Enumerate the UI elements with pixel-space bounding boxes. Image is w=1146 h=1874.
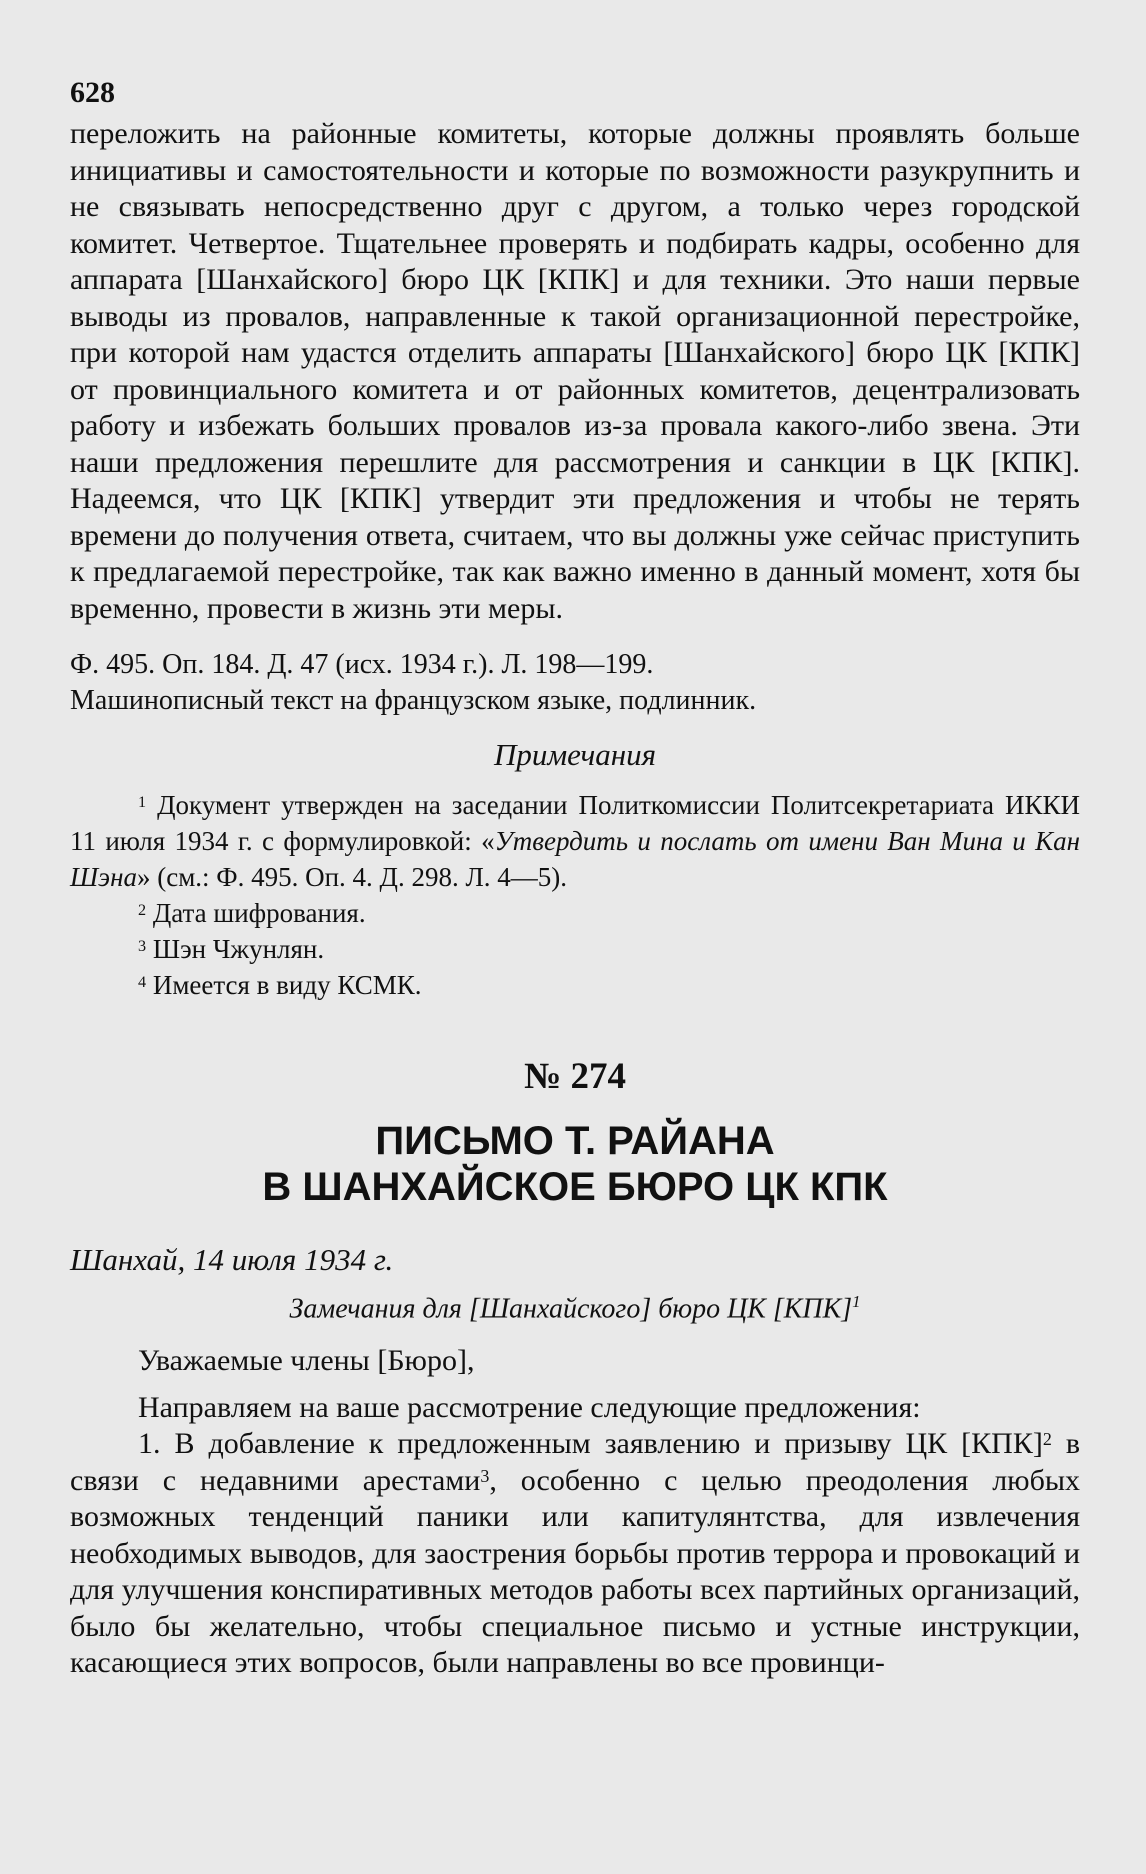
footnote-1-text-a: Документ утвержден на заседании Политкомиссии Политсекретариата ИККИ 11 июля 1934 г. с формулировкой: « [70,790,1080,856]
intro-line: Направляем на ваше рассмотрение следующие предложения: [138,1390,921,1424]
point-1-footnote-ref-2: 2 [1042,1429,1052,1450]
greeting: Уважаемые члены [Бюро], [138,1344,475,1378]
footnote-1 [70,787,1080,895]
footnote-3-number: 3 [138,936,147,955]
document-title [70,1118,1080,1210]
point-1-footnote-ref-3: 3 [480,1465,490,1486]
document-title-line-1: ПИСЬМО Т. РАЙАНА [375,1119,775,1163]
footnote-2-text: Дата шифрования. [146,898,366,928]
point-1-text-c: , особенно с целью преодоления любых возможных тенденций паники или капитулянтства, для извлечения необходимых выводов, для заострения борьбы против террора и провокаций и для улучшения конспиративных методов работы всех партийных организаций, было бы желательно, чтобы специальное письмо и устные инструкции, касающиеся этих вопросов, были направлены во все провинци- [70,1463,1081,1680]
place-date: Шанхай, 14 июля 1934 г. [70,1242,394,1277]
footnote-4 [70,967,1080,1003]
footnote-2 [70,895,1080,931]
document-title-line-2: В ШАНХАЙСКОЕ БЮРО ЦК КПК [262,1165,888,1209]
point-1-paragraph [70,1426,1080,1682]
page-number: 628 [70,76,115,109]
footnote-3-text: Шэн Чжунлян. [146,934,325,964]
paragraph-continuation: переложить на районные комитеты, которые должны проявлять больше инициативы и самостоятельности и которые по возможности разукрупнить и не связывать непосредственно друг с другом, а только через городской комитет. Четвертое. Тщательнее проверять и подбирать кадры, особенно для аппарата [Шанхайского] бюро ЦК [КПК] и для техники. Это наши первые выводы из провалов, направленные к такой организационной перестройке, при которой нам удастся отделить аппараты [Шанхайского] бюро ЦК [КПК] от провинциального комитета и от районных комитетов, децентрализовать работу и избежать больших провалов из-за провала какого-либо звена. Эти наши предложения перешлите для рассмотрения и санкции в ЦК [КПК]. Надеемся, что ЦК [КПК] утвердит эти предложения и чтобы не терять времени до получения ответа, считаем, что вы должны уже сейчас приступить к предлагаемой перестройке, так как важно именно в данный момент, хотя бы временно, провести в жизнь эти меры. [70,117,1080,625]
footnote-1-number: 1 [138,792,147,811]
document-number: № 274 [524,1056,626,1097]
footnote-1-quote: Утвердить и послать от имени Ван Мина и Кан Шэна [70,826,1080,892]
footnote-4-number: 4 [138,972,147,991]
footnote-4-text: Имеется в виду КСМК. [146,970,422,1000]
point-1-text-a: 1. В добавление к предложенным заявлению и призыву ЦК [КПК] [138,1427,1043,1461]
footnote-1-text-b: » (см.: Ф. 495. Оп. 4. Д. 298. Л. 4—5). [136,862,568,892]
footnote-3 [70,931,1080,967]
subtitle-text: Замечания для [Шанхайского] бюро ЦК [КПК] [289,1293,853,1325]
footnote-2-number: 2 [138,900,147,919]
notes-heading: Примечания [493,737,657,772]
subtitle-footnote-ref: 1 [852,1292,861,1311]
source-description: Машинописный текст на французском языке, подлинник. [70,685,757,716]
point-1-text-b: в связи с недавними арестами [70,1427,1080,1497]
document-subtitle [70,1292,1080,1325]
archive-reference: Ф. 495. Оп. 184. Д. 47 (исх. 1934 г.). Л. 198—199. [70,649,654,680]
